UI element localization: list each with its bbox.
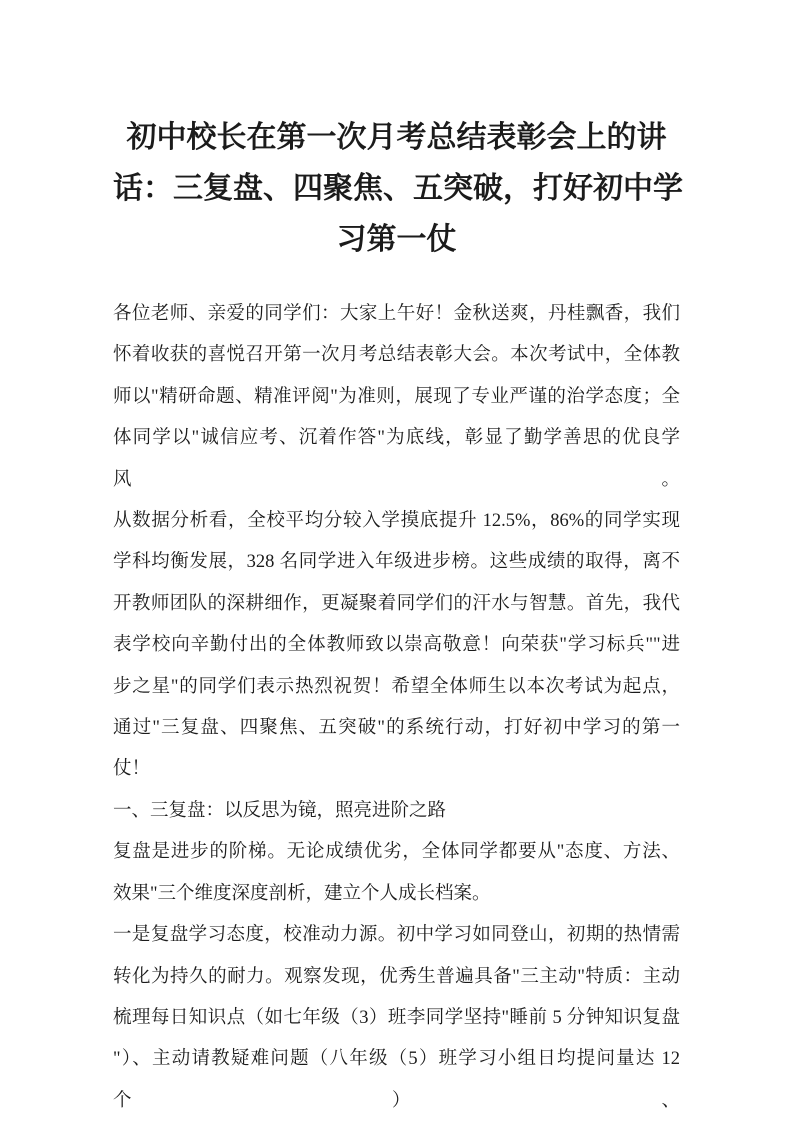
document-title-line: 初中校长在第一次月考总结表彰会上的讲: [126, 121, 667, 154]
body-text-line: 转化为持久的耐力。观察发现，优秀生普遍具备"三主动"特质：主动: [113, 966, 680, 987]
body-text-line: 一是复盘学习态度，校准动力源。初中学习如同登山，初期的热情需: [113, 925, 680, 946]
body-text-line: 复盘是进步的阶梯。无论成绩优劣，全体同学都要从"态度、方法、: [113, 842, 680, 863]
body-text-line: 效果"三个维度深度剖析，建立个人成长档案。: [113, 883, 491, 904]
body-text-line: 从数据分析看，全校平均分较入学摸底提升 12.5%，86%的同学实现: [113, 511, 680, 532]
section-heading-line: 一、三复盘：以反思为镜，照亮进阶之路: [113, 800, 447, 821]
body-text-line: 怀着收获的喜悦召开第一次月考总结表彰大会。本次考试中，全体教: [113, 345, 680, 366]
body-text-line: 通过"三复盘、四聚焦、五突破"的系统行动，打好初中学习的第一仗！: [113, 718, 680, 780]
body-text-line: "）、主动请教疑难问题（八年级（5）班学习小组日均提问量达 12 个）、: [113, 1049, 680, 1111]
body-text-line: 步之星"的同学们表示热烈祝贺！希望全体师生以本次考试为起点，: [113, 676, 680, 697]
body-text-line: 体同学以"诚信应考、沉着作答"为底线，彰显了勤学善思的优良学风。: [113, 428, 680, 490]
document-body: [113, 294, 680, 1122]
body-text-line: 表学校向辛勤付出的全体教师致以崇高敬意！向荣获"学习标兵""进: [113, 635, 680, 656]
body-text-line: 各位老师、亲爱的同学们：大家上午好！金秋送爽，丹桂飘香，我们: [113, 304, 680, 324]
body-text-line: 梳理每日知识点（如七年级（3）班李同学坚持"睡前 5 分钟知识复盘: [113, 1007, 680, 1028]
body-text-line: 开教师团队的深耕细作，更凝聚着同学们的汗水与智慧。首先，我代: [113, 593, 680, 614]
body-text-line: 师以"精研命题、精准评阅"为准则，展现了专业严谨的治学态度；全: [113, 386, 680, 407]
document-title-line: 话：三复盘、四聚焦、五突破，打好初中学: [113, 172, 683, 205]
document-title: [113, 112, 683, 265]
body-text-line: 学科均衡发展，328 名同学进入年级进步榜。这些成绩的取得，离不: [113, 552, 680, 573]
document-title-line: 习第一仗: [336, 223, 457, 256]
